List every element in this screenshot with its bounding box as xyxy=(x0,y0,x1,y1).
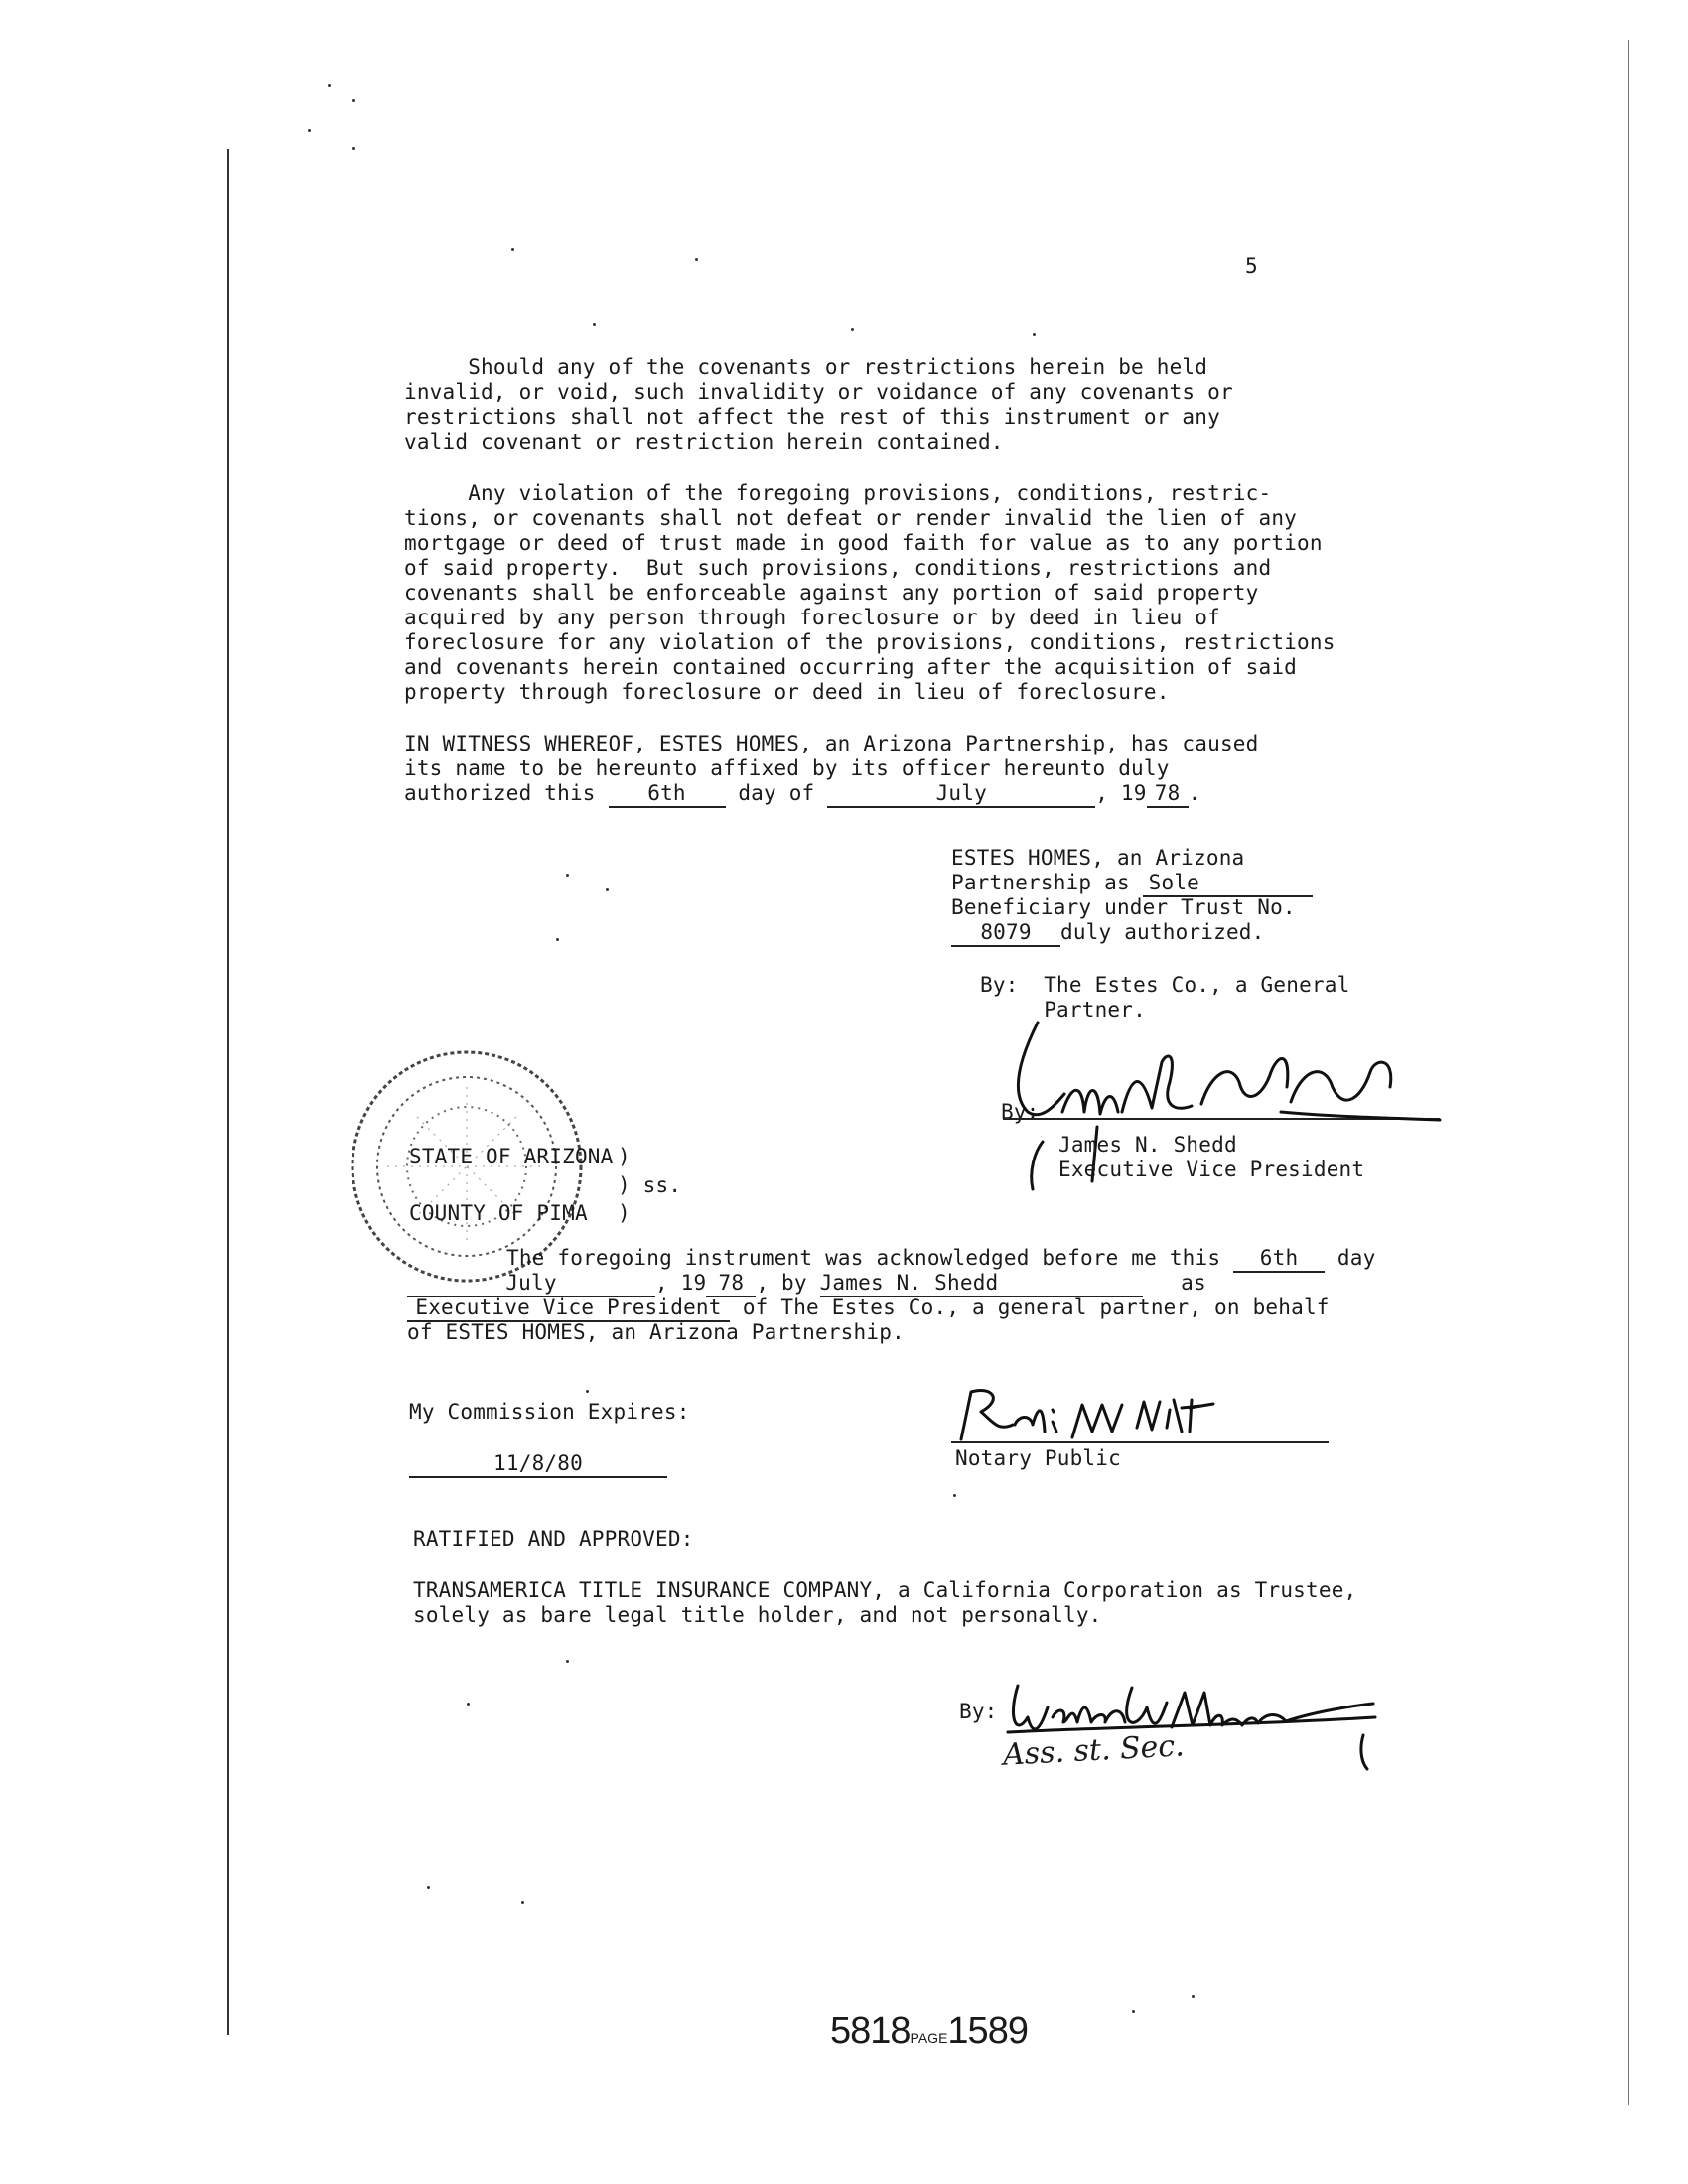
text-line: acquired by any person through foreclosure or by deed in lieu of xyxy=(404,606,1220,629)
trustee-line1: TRANSAMERICA TITLE INSURANCE COMPANY, a California Corporation as Trustee, xyxy=(413,1578,1357,1602)
notary-public-label: Notary Public xyxy=(955,1446,1121,1470)
text-line: IN WITNESS WHEREOF, ESTES HOMES, an Arizona Partnership, has caused xyxy=(404,732,1259,755)
text-line: invalid, or void, such invalidity or voidance of any covenants or xyxy=(404,380,1233,404)
signature-by-label: By: xyxy=(1001,1100,1040,1124)
scan-speck xyxy=(521,1901,524,1904)
scan-speck xyxy=(352,147,355,150)
scan-speck xyxy=(1192,1995,1195,1998)
text-line: mortgage or deed of trust made in good faith for value as to any portion xyxy=(404,531,1323,555)
text-line: tions, or covenants shall not defeat or render invalid the lien of any xyxy=(404,506,1298,530)
ratified-heading: RATIFIED AND APPROVED: xyxy=(413,1527,694,1551)
text-line: restrictions shall not affect the rest of this instrument or any xyxy=(404,405,1220,429)
text-line: valid covenant or restriction herein contained. xyxy=(404,430,1004,454)
ack-name-field: James N. Shedd xyxy=(820,1271,1143,1297)
scan-speck xyxy=(556,938,559,941)
ack-month-field: July xyxy=(407,1271,655,1297)
scan-speck xyxy=(566,1660,569,1663)
book-page-stamp xyxy=(830,2010,1028,2053)
ack-day-field: 6th xyxy=(1233,1246,1325,1273)
text-line: Partner. xyxy=(980,998,1146,1022)
scan-speck xyxy=(1033,333,1036,336)
ack-line1 xyxy=(506,1246,1375,1273)
notary-signature-line xyxy=(951,1441,1329,1443)
venue-county: COUNTY OF PIMA xyxy=(409,1201,588,1225)
page-label: PAGE xyxy=(910,2030,948,2046)
scan-speck xyxy=(593,323,596,326)
partnership-line2 xyxy=(951,871,1313,897)
witness-day-field: 6th xyxy=(609,781,726,808)
trustee-by-label: By: xyxy=(959,1700,998,1723)
ack-line2 xyxy=(407,1271,1206,1297)
witness-prefix: authorized this xyxy=(404,781,596,805)
scan-speck xyxy=(586,1390,589,1393)
scan-speck xyxy=(1132,2010,1135,2013)
text-line: By: The Estes Co., a General xyxy=(980,973,1350,997)
venue-paren: ) xyxy=(618,1145,631,1168)
signer-title: Executive Vice President xyxy=(1058,1158,1365,1181)
scan-speck xyxy=(427,1886,430,1889)
text-line: property through foreclosure or deed in lieu of foreclosure. xyxy=(404,680,1170,704)
text-line: covenants shall be enforceable against any portion of said property xyxy=(404,581,1259,605)
witness-date-line xyxy=(404,781,1200,808)
scan-speck xyxy=(606,888,609,891)
text-line: Any violation of the foregoing provisions, conditions, restric- xyxy=(404,481,1272,505)
scan-speck xyxy=(308,129,311,132)
scan-speck xyxy=(566,874,569,877)
trustee-line2: solely as bare legal title holder, and not personally. xyxy=(413,1603,1102,1627)
venue-ss: ) ss. xyxy=(618,1173,682,1197)
scan-speck xyxy=(467,1703,470,1706)
text-line: its name to be hereunto affixed by its officer hereunto duly xyxy=(404,756,1170,780)
ack-as: as xyxy=(1181,1271,1206,1295)
commission-label: My Commission Expires: xyxy=(409,1400,690,1424)
text-line: Beneficiary under Trust No. xyxy=(951,895,1296,919)
ack-day-label: day xyxy=(1336,1246,1376,1270)
signer-name: James N. Shedd xyxy=(1058,1133,1237,1157)
venue-state: STATE OF ARIZONA xyxy=(409,1145,614,1168)
scan-speck xyxy=(953,1494,956,1497)
ack-text: of The Estes Co., a general partner, on behalf xyxy=(742,1296,1330,1319)
partnership-role-field: Sole xyxy=(1143,871,1313,897)
scan-speck xyxy=(511,248,514,251)
witness-end: . xyxy=(1188,781,1201,805)
ack-line4: of ESTES HOMES, an Arizona Partnership. xyxy=(407,1320,905,1344)
scan-speck xyxy=(851,328,854,331)
ack-text: The foregoing instrument was acknowledged before me this xyxy=(506,1246,1221,1270)
page-number: 5 xyxy=(1245,254,1258,278)
scan-speck xyxy=(328,84,331,87)
partnership-line4 xyxy=(951,920,1265,947)
scan-speck xyxy=(695,258,698,261)
left-margin-line xyxy=(227,149,229,2035)
text-line: ESTES HOMES, an Arizona xyxy=(951,846,1245,870)
commission-date-field: 11/8/80 xyxy=(409,1451,667,1478)
duly-authorized: duly authorized. xyxy=(1060,920,1265,944)
text-line: of said property. But such provisions, conditions, restrictions and xyxy=(404,556,1272,580)
ack-line3 xyxy=(407,1296,1330,1322)
trustee-title-handwritten: Ass. st. Sec. xyxy=(1002,1728,1186,1773)
partnership-as-label: Partnership as xyxy=(951,871,1130,894)
commission-date-line xyxy=(409,1451,667,1478)
text-line: and covenants herein contained occurring after the acquisition of said xyxy=(404,655,1298,679)
witness-month-field: July xyxy=(827,781,1095,808)
witness-day-of: day of xyxy=(738,781,815,805)
witness-year-field: 78 xyxy=(1147,781,1189,808)
text-line: foreclosure for any violation of the provisions, conditions, restrictions xyxy=(404,630,1336,654)
ack-by: , by xyxy=(756,1271,807,1295)
right-margin-line xyxy=(1628,40,1629,2105)
book-number: 5818 xyxy=(830,2010,911,2052)
ack-year-prefix: , 19 xyxy=(655,1271,707,1295)
ack-year-field: 78 xyxy=(706,1271,756,1297)
witness-year-prefix: , 19 xyxy=(1095,781,1147,805)
trust-number-field: 8079 xyxy=(951,920,1060,947)
ack-title-field: Executive Vice President xyxy=(407,1296,730,1322)
page-number-stamp: 1589 xyxy=(947,2010,1028,2052)
text-line: Should any of the covenants or restrictions herein be held xyxy=(404,355,1208,379)
venue-paren: ) xyxy=(618,1201,631,1225)
scan-speck xyxy=(352,99,355,102)
